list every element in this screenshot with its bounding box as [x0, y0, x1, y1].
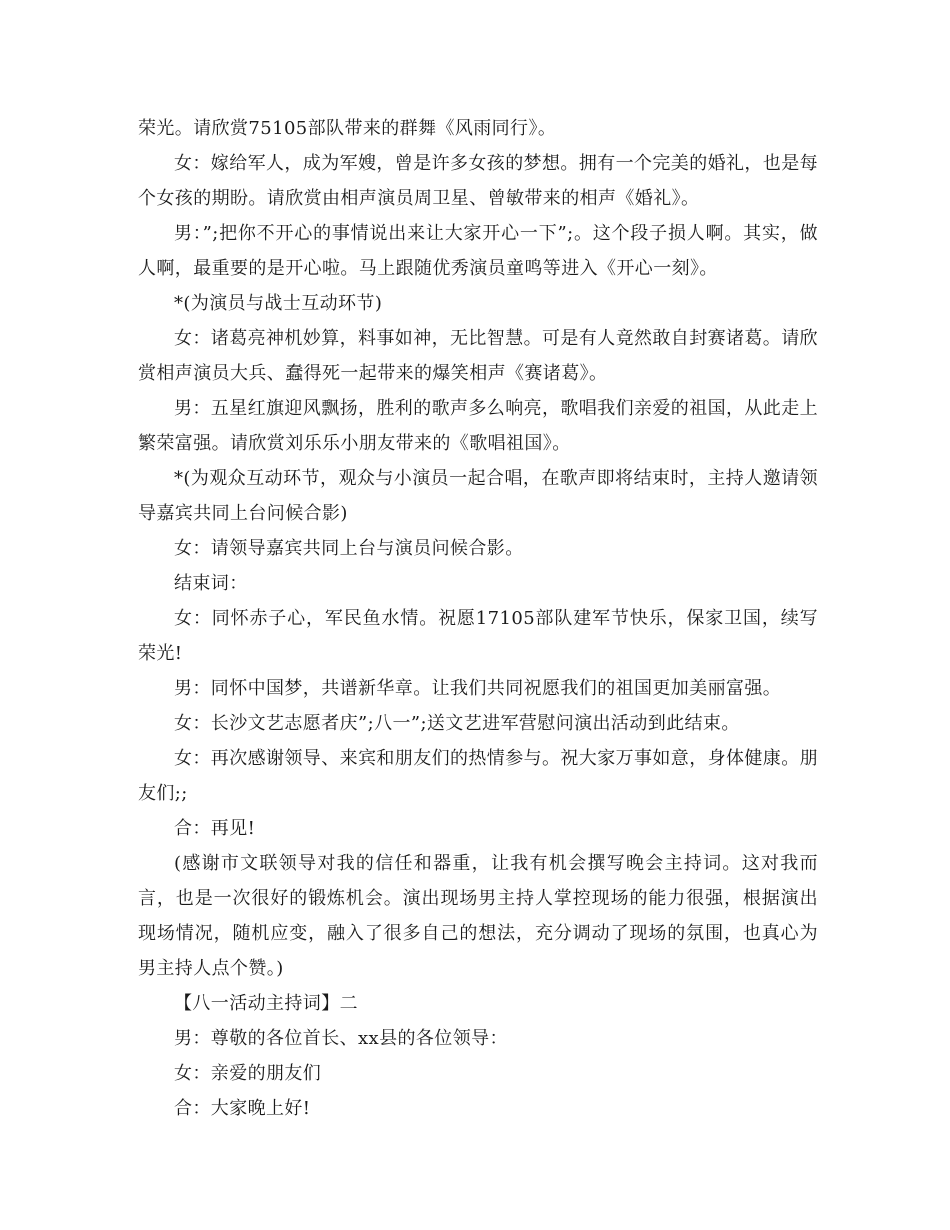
section-heading-closing: 结束词： [174, 573, 248, 594]
document-body [138, 111, 818, 1126]
paragraph: 女：诸葛亮神机妙算，料事如神，无比智慧。可是有人竟然敢自封赛诸葛。请欣赏相声演员大兵、蠢得死一起带来的爆笑相声《赛诸葛》。 [138, 328, 818, 384]
paragraph: 合：大家晚上好! [174, 1098, 311, 1119]
paragraph: 男：”;把你不开心的事情说出来让大家开心一下”;。这个段子损人啊。其实，做人啊，最重要的是开心啦。马上跟随优秀演员童鸣等进入《开心一刻》。 [138, 223, 818, 279]
paragraph: 女：同怀赤子心，军民鱼水情。祝愿17105部队建军节快乐，保家卫国，续写荣光! [138, 608, 818, 664]
paragraph: 女：亲爱的朋友们 [174, 1063, 322, 1084]
section-heading: 【八一活动主持词】二 [174, 993, 358, 1014]
paragraph: 女：长沙文艺志愿者庆”;八一”;送文艺进军营慰问演出活动到此结束。 [174, 713, 740, 734]
paragraph: *(为演员与战士互动环节) [174, 293, 383, 314]
paragraph: 女：请领导嘉宾共同上台与演员问候合影。 [174, 538, 524, 559]
paragraph: 男：五星红旗迎风飘扬，胜利的歌声多么响亮，歌唱我们亲爱的祖国，从此走上繁荣富强。请欣赏刘乐乐小朋友带来的《歌唱祖国》。 [138, 398, 818, 454]
paragraph: 合：再见! [174, 818, 256, 839]
paragraph: (感谢市文联领导对我的信任和器重，让我有机会撰写晚会主持词。这对我而言，也是一次很好的锻炼机会。演出现场男主持人掌控现场的能力很强，根据演出现场情况，随机应变，融入了很多自己的想法，充分调动了现场的氛围，也真心为男主持人点个赞。) [138, 853, 818, 979]
paragraph: 女：嫁给军人，成为军嫂，曾是许多女孩的梦想。拥有一个完美的婚礼，也是每个女孩的期盼。请欣赏由相声演员周卫星、曾敏带来的相声《婚礼》。 [138, 153, 818, 209]
paragraph: *(为观众互动环节，观众与小演员一起合唱，在歌声即将结束时，主持人邀请领导嘉宾共同上台问候合影) [138, 468, 818, 524]
paragraph: 荣光。请欣赏75105部队带来的群舞《风雨同行》。 [138, 118, 557, 139]
paragraph: 女：再次感谢领导、来宾和朋友们的热情参与。祝大家万事如意，身体健康。朋友们;; [138, 748, 818, 804]
paragraph: 男：同怀中国梦，共谱新华章。让我们共同祝愿我们的祖国更加美丽富强。 [174, 678, 782, 699]
paragraph: 男：尊敬的各位首长、xx县的各位领导： [174, 1028, 508, 1049]
